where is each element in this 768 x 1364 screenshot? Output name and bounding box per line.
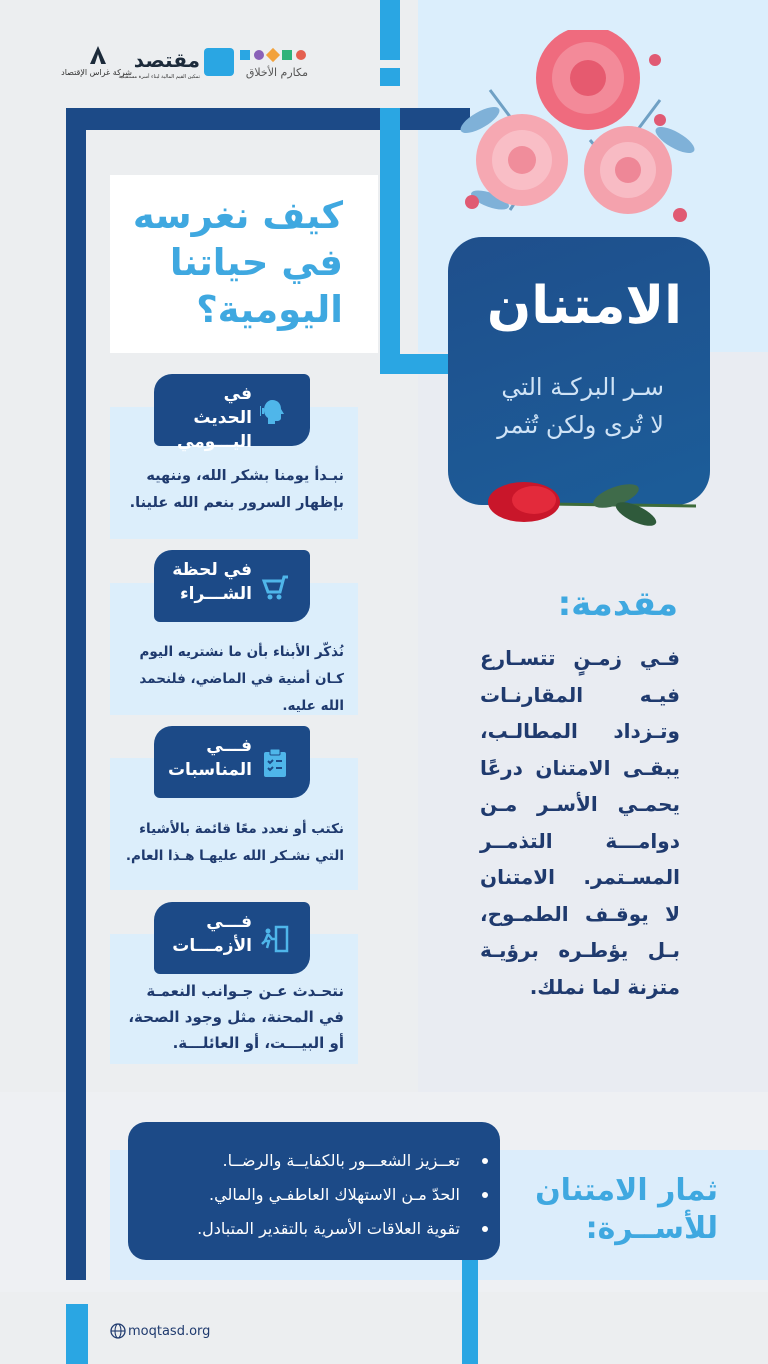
section-occasions-pill: [154, 726, 310, 798]
fruits-item: تقوية العلاقات الأسرية بالتقدير المتبادل.: [197, 1212, 460, 1246]
logo-moqtasd-name: مقتصد: [133, 48, 200, 72]
makarem-shapes-icon: [240, 50, 310, 62]
logo-moqtasd: [118, 48, 234, 84]
section-crises-pill: [154, 902, 310, 974]
fruits-item: الحدّ مـن الاستهلاك العاطفـي والمالي.: [197, 1178, 460, 1212]
section-daily-label: في الحديث اليـــومي: [177, 384, 252, 452]
cart-icon: [260, 572, 290, 602]
how-title: كيف نغرسه في حياتنا اليومية؟: [132, 194, 343, 331]
logo-moqtasd-tagline: تمكين القيم المالية لبناء أسرة مستقبلية: [118, 74, 200, 80]
speaking-head-icon: [260, 396, 290, 426]
clipboard-checklist-icon: [260, 748, 290, 778]
website-link[interactable]: moqtasd.org: [128, 1324, 211, 1339]
section-occasions-text: نكتب أو نعدد معًا قائمة بالأشياء التي نشـكر الله عليهـا هـذا العام.: [125, 821, 344, 864]
fruits-heading: ثمار الامتنان للأســرة:: [535, 1173, 718, 1246]
intro-text: فـي زمـنٍ تتسـارع فيـه المقارنـات وتـزداد المطالـب، يبقـى الامتنان درعًا يحمـي الأسـر مـن دوامـــة التذمــر المسـتمر. الامتنان لا يوقـف الطمـوح، بـل يؤطـره برؤيـة متزنة لما نملك.: [480, 646, 680, 999]
section-daily-text: نبـدأ يومنا بشكر الله، وننهيه بإظهار السرور بنعم الله علينا.: [129, 468, 344, 511]
frame-bar-accent-vertical: [380, 108, 400, 374]
exit-door-icon: [260, 924, 290, 954]
fallen-rose-illustration: [486, 470, 706, 530]
roses-illustration: [450, 30, 700, 250]
section-shopping-text: نُذكّر الأبناء بأن ما نشتريه اليوم كـان أمنية في الماضي، فلنحمد الله عليه.: [139, 644, 344, 714]
logo-makarem-text: مكارم الأخلاق: [245, 66, 308, 79]
section-shopping-pill: [154, 550, 310, 622]
fruits-list: [197, 1144, 460, 1246]
frame-bar-accent-small: [380, 68, 400, 86]
moqtasd-mark-icon: [204, 48, 234, 76]
main-subtitle: سـر البركـة التي لا تُرى ولكن تُثمر: [497, 373, 664, 439]
section-daily-pill: [154, 374, 310, 452]
globe-icon: [110, 1323, 126, 1339]
frame-bar-left: [66, 108, 86, 1280]
section-crises-text: نتحـدث عـن جـوانب النعمـة في المحنة، مثل وجود الصحة، أو البيـــت، أو العائلـــة.: [128, 982, 344, 1052]
logo-ghras-text: شركة غراس الإقتصاد: [61, 68, 132, 77]
frame-bar-accent-top: [380, 0, 400, 60]
section-crises-label: فـــي الأزمـــات: [172, 912, 252, 956]
frame-bar-top: [66, 108, 400, 130]
logo-makarem: [238, 50, 312, 82]
section-shopping-label: في لحظة الشـــراء: [172, 560, 252, 604]
intro-heading: مقدمة:: [557, 584, 678, 624]
ghras-mark-icon: [90, 46, 106, 64]
main-title: الامتنان: [486, 276, 682, 336]
fruits-card: [128, 1122, 500, 1260]
frame-bar-bottom-left: [66, 1304, 88, 1364]
section-occasions-label: فـــي المناسبات: [167, 736, 252, 780]
fruits-item: تعــزيز الشعـــور بالكفايــة والرضــا.: [197, 1144, 460, 1178]
